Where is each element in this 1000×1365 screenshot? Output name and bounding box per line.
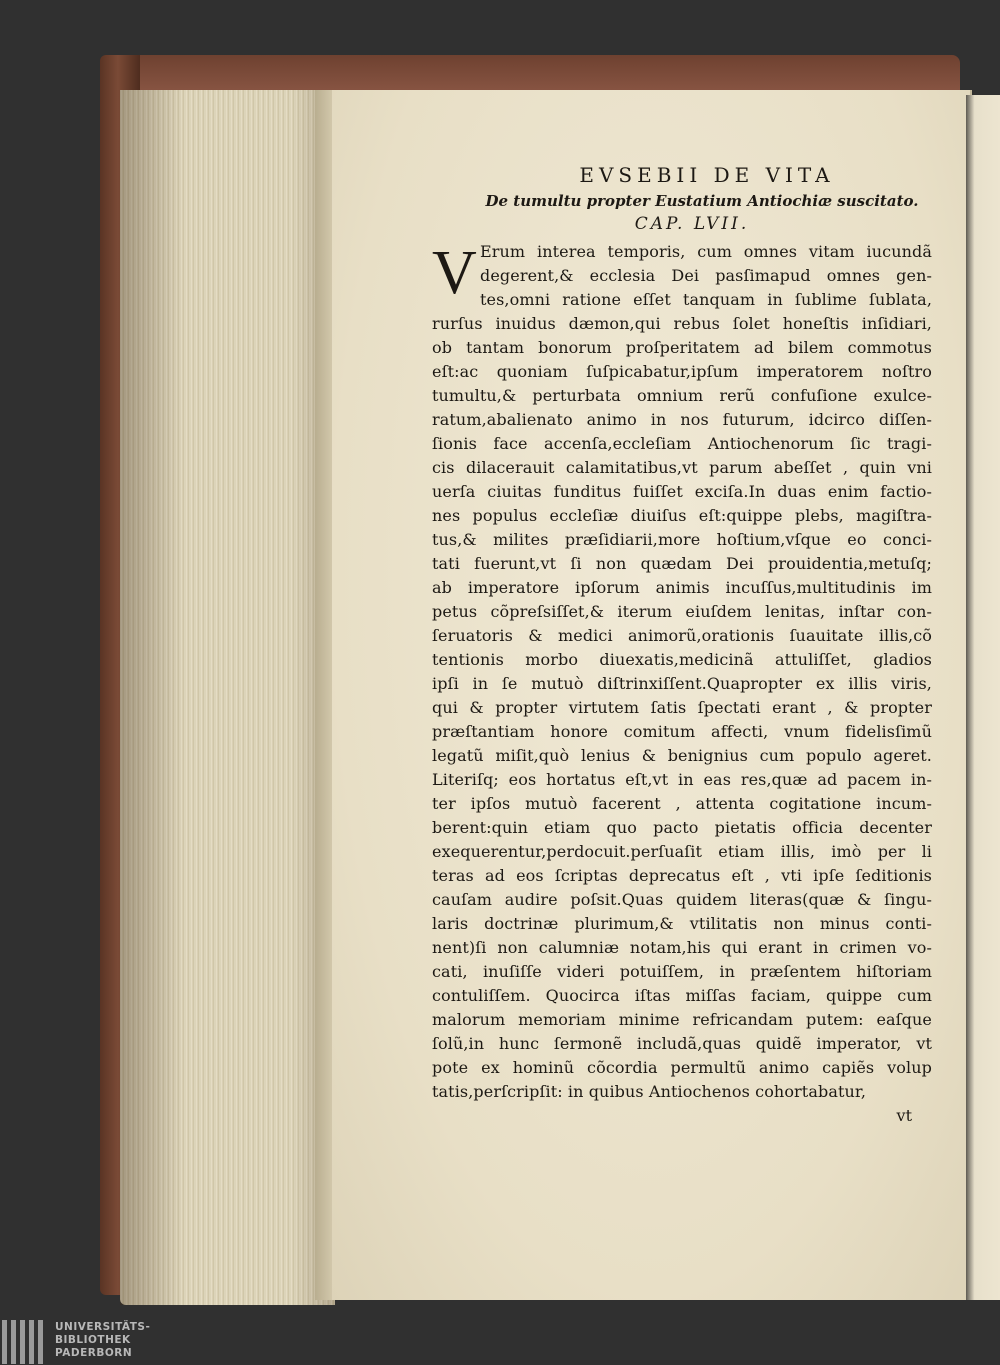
book-cover-top bbox=[110, 55, 960, 95]
text-line: nes populus eccleſiæ diuiſus eſt:quippe plebs, magiſtra- bbox=[432, 506, 932, 525]
text-line: laris doctrinæ plurimum,& vtilitatis non minus conti- bbox=[432, 914, 932, 933]
facing-page-edge bbox=[966, 95, 1000, 1300]
library-name-line: UNIVERSITÄTS- bbox=[55, 1321, 151, 1333]
text-line: contuliſſem. Quocirca iſtas miſſas faciam, quippe cum bbox=[432, 986, 932, 1005]
text-line: ipſi in ſe mutuò diſtrinxiſſent.Quapropter ex illis viris, bbox=[432, 674, 932, 693]
text-line: nent)ſi non calumniæ notam,his qui erant in crimen vo- bbox=[432, 938, 932, 957]
text-line: uerſa ciuitas funditus fuiſſet exciſa.In duas enim factio- bbox=[432, 482, 932, 501]
text-line: cis dilacerauit calamitatibus,vt parum abeſſet , quin vni bbox=[432, 458, 932, 477]
text-line: ſeruatoris & medici animorũ,orationis ſuauitate illis,cõ bbox=[432, 626, 932, 645]
text-line: ſolũ,in hunc ſermonẽ includã,quas quidẽ imperator, vt bbox=[432, 1034, 932, 1053]
text-line: qui & propter virtutem ſatis ſpectati erant , & propter bbox=[432, 698, 932, 717]
text-line: ter ipſos mutuò facerent , attenta cogitatione incum- bbox=[432, 794, 932, 813]
text-line: Literiſq; eos hortatus eſt,vt in eas res,quæ ad pacem in- bbox=[432, 770, 932, 789]
text-line: degerent,& ecclesia Dei pasſimapud omnes gen- bbox=[480, 266, 932, 285]
body-text bbox=[432, 240, 932, 1128]
drop-cap: V bbox=[432, 239, 477, 307]
text-line: rurſus inuidus dæmon,qui rebus ſolet honeſtis inſidiari, bbox=[432, 314, 932, 333]
chapter-title: De tumultu propter Eustatium Antiochiæ suscitato. bbox=[485, 192, 919, 210]
text-line: tati fuerunt,vt ſi non quædam Dei prouidentia,metuſq; bbox=[432, 554, 932, 573]
text-line: ab imperatore ipſorum animis incuſſus,multitudinis im bbox=[432, 578, 932, 597]
text-line: exequerentur,perdocuit.perſuaſit etiam illis, imò per li bbox=[432, 842, 932, 861]
catchword: vt bbox=[896, 1106, 912, 1125]
text-line: cauſam audire poſsit.Quas quidem literas(quæ & ſingu- bbox=[432, 890, 932, 909]
text-line: præſtantiam honore comitum affecti, vnum fidelisſimũ bbox=[432, 722, 932, 741]
text-line: cati, inuſiſſe videri potuiſſem, in præſentem hiſtoriam bbox=[432, 962, 932, 981]
text-line: ratum,abalienato animo in nos futurum, idcirco diſſen- bbox=[432, 410, 932, 429]
page-block-shade bbox=[120, 90, 335, 1305]
text-line: malorum memoriam minime refricandam putem: eaſque bbox=[432, 1010, 932, 1029]
text-line: ſionis face accenſa,eccleſiam Antiochenorum ſic tragi- bbox=[432, 434, 932, 453]
library-logo bbox=[0, 1318, 300, 1365]
text-line: Erum interea temporis, cum omnes vitam iucundã bbox=[480, 242, 932, 261]
text-line: tes,omni ratione eſſet tanquam in ſublime ſublata, bbox=[480, 290, 932, 309]
text-line: pote ex hominũ cõcordia permultũ animo capiẽs volup bbox=[432, 1058, 932, 1077]
page-text bbox=[432, 160, 932, 1128]
text-line: petus cõpreſsiſſet,& iterum eiuſdem lenitas, inſtar con- bbox=[432, 602, 932, 621]
book bbox=[100, 55, 1000, 1320]
text-line: teras ad eos ſcriptas deprecatus eſt , vti ipſe ſeditionis bbox=[432, 866, 932, 885]
text-line: tus,& milites præſidiarii,more hoſtium,vſque eo conci- bbox=[432, 530, 932, 549]
library-name-line: BIBLIOTHEK bbox=[55, 1334, 131, 1346]
text-line: tumultu,& perturbata omnium rerũ confuſione exulce- bbox=[432, 386, 932, 405]
library-name-line: PADERBORN bbox=[55, 1347, 133, 1359]
text-line: legatũ miſit,quò lenius & benignius cum populo ageret. bbox=[432, 746, 932, 765]
running-head: EVSEBII DE VITA bbox=[579, 163, 835, 187]
text-line: eſt:ac quoniam ſuſpicabatur,ipſum imperatorem noſtro bbox=[432, 362, 932, 381]
text-line: ob tantam bonorum proſperitatem ad bilem commotus bbox=[432, 338, 932, 357]
library-logo-icon bbox=[2, 1320, 46, 1364]
text-line: tatis,perſcripſit: in quibus Antiochenos cohortabatur, bbox=[432, 1082, 867, 1101]
chapter-number: CAP. LVII. bbox=[634, 214, 750, 234]
book-page bbox=[332, 90, 972, 1300]
text-line: berent:quin etiam quo pacto pietatis officia decenter bbox=[432, 818, 932, 837]
text-line: tentionis morbo diuexatis,medicinã attuliſſet, gladios bbox=[432, 650, 932, 669]
library-name bbox=[55, 1321, 150, 1360]
